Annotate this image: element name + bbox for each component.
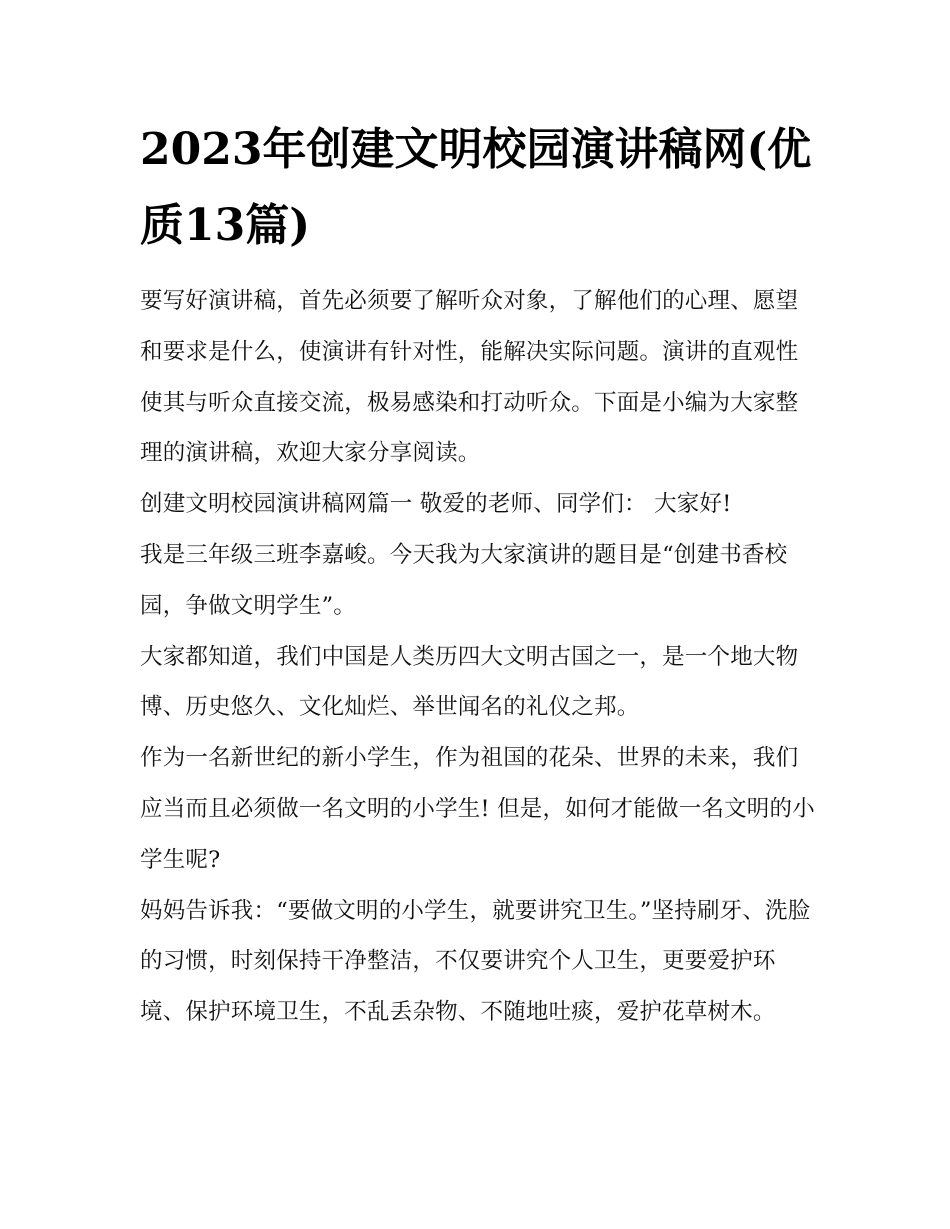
- document-title: 2023年创建文明校园演讲稿网(优质13篇): [140, 124, 812, 251]
- paragraph-self-intro: 我是三年级三班李嘉峻。今天我为大家演讲的题目是“创建书香校园，争做文明学生”。: [140, 541, 788, 619]
- paragraph-hygiene: 妈妈告诉我：“要做文明的小学生，就要讲究卫生。”坚持刷牙、洗脸的习惯，时刻保持干净整洁，不仅要讲究个人卫生，更要爱护环境、保护环境卫生，不乱丢杂物、不随地吐痰，爱护花草树木。: [140, 897, 811, 1026]
- paragraph-question: 作为一名新世纪的新小学生，作为祖国的花朵、世界的未来，我们应当而且必须做一名文明的小学生! 但是，如何才能做一名文明的小学生呢?: [140, 745, 815, 873]
- document-page: [140, 112, 818, 1038]
- paragraph-china: 大家都知道，我们中国是人类历四大文明古国之一，是一个地大物博、历史悠久、文化灿烂、举世闻名的礼仪之邦。: [140, 643, 799, 721]
- paragraph-greeting: 创建文明校园演讲稿网篇一 敬爱的老师、同学们： 大家好!: [140, 491, 732, 518]
- paragraph-intro: 要写好演讲稿，首先必须要了解听众对象，了解他们的心理、愿望和要求是什么，使演讲有针对性，能解决实际问题。演讲的直观性使其与听众直接交流，极易感染和打动听众。下面是小编为大家整理的演讲稿，欢迎大家分享阅读。: [140, 288, 799, 467]
